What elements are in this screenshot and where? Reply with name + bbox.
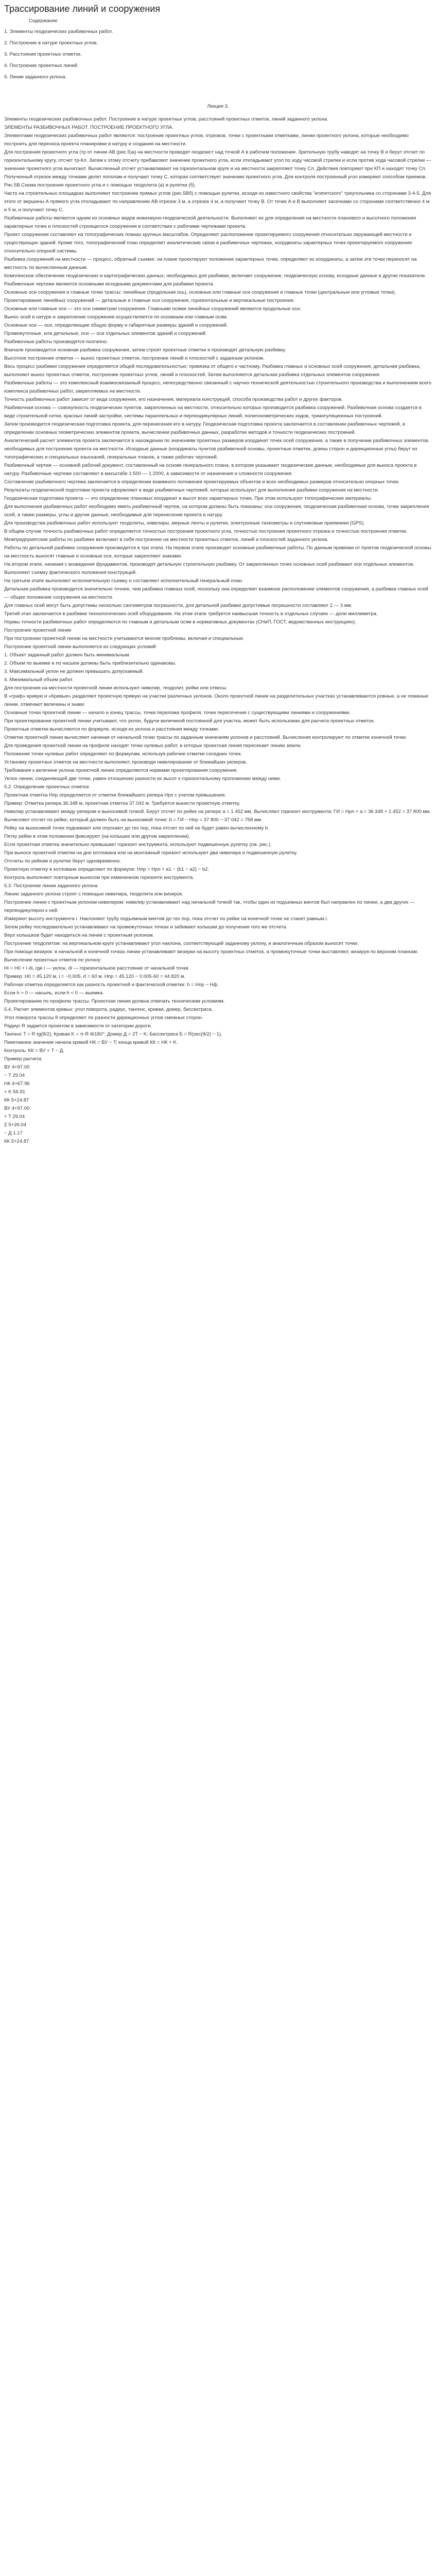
toc-item: 5. Линии заданного уклона.: [4, 74, 67, 80]
paragraph: + T 29.04: [4, 1114, 25, 1120]
paragraph: Проектирование линейных сооружений — детальные и главные оси сооружения, горизонтальные и вертикальные построения.: [4, 298, 295, 303]
paragraph: Разбивочные работы — это комплексный взаимосвязанный процесс, непосредственно связанный с научно-технической деятельностью строительного производства и выполнением всего комплекса разбивочных работ, закрепляемых на местности.: [4, 380, 431, 394]
paragraph: 4. Минимальный объем работ.: [4, 677, 74, 683]
paragraph: Для производства разбивочных работ используют теодолиты, нивелиры, мерные ленты и рулетки, электронные тахеометры и спутниковые приемники (GPS).: [4, 520, 365, 526]
paragraph: Если проектная отметка значительно превышает горизонт инструмента, используют подвешенную рулетку (см. рис.).: [4, 842, 272, 848]
paragraph: Отсчеты по рейкам и рулетке берут одновременно.: [4, 858, 121, 864]
paragraph: КК 5+24.87: [4, 1097, 29, 1103]
paragraph: Для построения на местности проектной линии используют нивелир, теодолит, рейки или отвесы.: [4, 685, 228, 691]
paragraph: Межпредприятские работы по разбивке включают в себя построение на местности проектных отметок, линий и плоскостей заданного уклона.: [4, 537, 328, 543]
paragraph: На третьем этапе выполняют исполнительную съемку и составляют исполнительный генеральный план.: [4, 578, 243, 584]
table-of-contents: [4, 26, 432, 83]
paragraph: Если h > 0 — насыпь, если h < 0 — выемка.: [4, 990, 104, 996]
paragraph: Построение теодолитом: на вертикальном круге устанавливают угол наклона, соответствующий заданному уклону, и аналогичным образом выносят точки.: [4, 941, 359, 946]
paragraph: Основные оси сооружения и главные точки трассы: линейные (продольная ось), основные или главные оси сооружения и главные точки (центральные или угловые точки).: [4, 290, 396, 295]
paragraph: Рис.5В.Схема построения проектного угла и с помощью теодолита (а) и рулетки (б).: [4, 182, 196, 188]
paragraph: Пример: H0 = 45.120 м, i = −0.005, d = 60 м. Hпр = 45.120 − 0.005·60 = 44.820 м.: [4, 974, 186, 979]
paragraph: Разбивка сооружений на местности — процесс, обратный съемке: на плане проектируют положение характерных точек, определяют их координаты, а затем эти точки переносят на местность по вычисленным данным.: [4, 257, 417, 270]
paragraph: 5.2. Определение проектных отметок: [4, 784, 89, 790]
paragraph: На втором этапе, начиная с возведения фундаментов, производят детальную строительную разбивку. От закрепленных точек основных осей разбивают оси отдельных элементов. Выполняют съемку фактического положения конструкций.: [4, 562, 414, 575]
paragraph: Третий этап заключается в разбивке технологических осей оборудования. На этом этапе требуется наивысшая точность в отдельных случаях — доли миллиметра.: [4, 611, 378, 617]
paragraph: НК 4+67.96: [4, 1081, 30, 1087]
toc-title: Содержание: [29, 18, 58, 24]
paragraph: 1. Объект заданный работ должен быть минимальным.: [4, 652, 131, 658]
paragraph: Затем рейку последовательно устанавливают на промежуточных точках и забивают колышки до получения того же отсчета.: [4, 924, 288, 930]
paragraph: Вычисляют отсчет по рейке, который должен быть на выносимой точке: b = ГИ − Hпр = 37 800 − 37 042 = 758 мм.: [4, 817, 263, 823]
paragraph: Рейку на выносимой точке поднимают или опускают до тех пор, пока отсчет по ней не будет равен вычисленному b.: [4, 825, 269, 831]
paragraph: 2. Объем по выемке и по насыпи должны быть приблизительно одинаковы.: [4, 660, 177, 666]
paragraph: Радиус R задается проектом в зависимости от категории дороги.: [4, 1023, 152, 1029]
paragraph: Аналитический расчет элементов проекта заключается в нахождении по значениям проектных размеров координат точек осей сооружения, а также в получении разбивочных элементов, необходимых для построения проекта на местности. Исходные данные (координаты пунктов разбивочной основы, проектные отметки, длины сторон и дирекционные углы) берут из топографических и специальных изысканий, генеральных планов, а также рабочих чертежей.: [4, 438, 430, 460]
paragraph: Для проведения проектной линии на профиле находят точки нулевых работ, в которых проектная линия пересекает линию земли.: [4, 743, 302, 749]
toc-item: 2. Построение в натуре проектных углов.: [4, 40, 98, 46]
paragraph: Пятку рейки в этом положении фиксируют (на колышке или другом закреплении).: [4, 834, 190, 839]
paragraph: Разбивочные работы являются одним из основных видов инженерно-геодезической деятельности. Выполняют их для определения на местности планового и высотного положения характерных точек и плоскостей строящегося сооружения в соответствии с рабочими чертежами проекта.: [4, 215, 416, 229]
paragraph: Вычисление проектных отметок по уклону:: [4, 957, 102, 963]
paragraph: Разбивочный чертеж — основной рабочий документ, составленный на основе генерального плана, в котором указывают геодезические данные, необходимые для выноса проекта в натуру. Разбивочные чертежи составляют в масштабе 1:500 — 1:2000, в зависимости от назначения и сложности сооружения.: [4, 463, 417, 477]
paragraph: КК 5+24.87: [4, 1139, 29, 1144]
toc-item: 3. Расстояния проектных отметок.: [4, 52, 82, 57]
paragraph: Основные или главные оси — это оси симметрии сооружения. Главными осями линейных сооружений являются продольные оси.: [4, 306, 301, 312]
paragraph: 3. Максимальный уклон не должен превышать допускаемый.: [4, 669, 144, 674]
paragraph: Построение линии с проектным уклоном нивелиром: нивелир устанавливают над начальной точкой так, чтобы один из подъемных винтов был направлен по линии, а два других — перпендикулярно к ней.: [4, 900, 415, 913]
paragraph: Проектная отметка Hпр определяется от отметки ближайшего репера Нрп с учетом превышения.: [4, 792, 226, 798]
paragraph: Вначале производится основная разбивка сооружения, затем строят проектные отметки и производят детальную разбивку.: [4, 347, 286, 353]
paragraph: Элементами геодезических разбивочных работ являются: построение проектных углов, отрезков, точки с проектными отметками, линии проектного уклона, которые необходимо построить для переноса проекта планировки в натуру и создания на местности.: [4, 133, 409, 147]
paragraph: В «граф» кривую и «Кривые» разделяют проектную прямую на участки различных уклонов. Около проектной линии на разделительных участках устанавливаются ровные, а не ломаные линии, отмечают величины и знаки.: [4, 693, 429, 707]
paragraph: Измеряют высоту инструмента i. Наклоняют трубу подъемным винтом до тех пор, пока отсчет по рейке на конечной точке не станет равным i.: [4, 916, 328, 922]
paragraph: 5.4. Расчет элементов кривых: угол поворота, радиус, тангенс, кривая, домер, биссектриса.: [4, 1007, 213, 1012]
paragraph: + K 56.91: [4, 1089, 25, 1095]
paragraph: Часто на строительных площадках выполняют построение прямых углов (рис.5Bб) с помощью рулетки, исходя из известного свойства "египетского" треугольника со сторонами 3-4-5. Для этого от вершины А прямого угла откладывают по направлению АВ отрезок 3 м, а отрезок 4 м, а получают точку В. От точек А и В выполняют засечками со сторонами соответственно 4 м и 5 м, и получают точку С.: [4, 191, 431, 213]
paragraph: Элементы геодезических разбивочных работ. Построение в натуре проектных углов, расстояний проектных отметок, линий заданного уклона.: [4, 116, 328, 122]
paragraph: Для построения проектного угла (тр от линии АВ (рис.5)а) на местности проводят геодезист над точкой А в рабочем положении. Зрительную трубу наводят на точку В и берут отсчет по горизонтальному кругу, отсчет тр-Кл. Затем к этому отсчету прибавляют значение проектного угла, если откладывают угол по ходу часовой стрелки и если против хода часовой стрелки — значение проектного угла вычитают. Вычисленный отсчет устанавливают на горизонтальном круге и на местности закрепляют точку Сл. Действия повторяют при КП и находят точку Сп. Полученный отрезок между точками делят пополам и получают точку С, которая соответствует значению проектного угла. Для контроля построенный угол измеряют способом приемов.: [4, 149, 431, 180]
paragraph: Высотное построение отметок — вынос проектных отметок, построение линий и плоскостей с заданным уклоном.: [4, 355, 265, 361]
paragraph: Геодезическая подготовка проекта — это определение плановых координат и высот всех характерных точек. При этом используют топографические материалы.: [4, 496, 372, 501]
paragraph: Результаты геодезической подготовки проекта оформляют в виде разбивочных чертежей, которые используют для выполнения разбивки сооружения на местности.: [4, 487, 379, 493]
paragraph: Положение точек нулевых работ определяют по формулам, используя рабочие отметки соседних точек.: [4, 751, 242, 757]
paragraph: Разбивочная основа — совокупность геодезических пунктов, закрепленных на местности, относительно которых производится разбивка сооружений. Разбивочная основа создается в виде строительной сетки, красных линий застройки, системы параллельных и перпендикулярных линий, полигонометрических ходов, триангуляционных построений.: [4, 405, 422, 419]
paragraph: Затем производится геодезическая подготовка проекта, для перенесения его в натуру. Геодезическая подготовка проекта заключается в составлении разбивочных чертежей, в определении основных геометрических элементов проекта, вычислении разбивочных данных, разработке методов и точности геодезических построений.: [4, 421, 405, 435]
paragraph: Σ 5+26.04: [4, 1122, 27, 1128]
paragraph: Проект сооружения составляют на топографических планах крупных масштабов. Определяют расположение проектируемого сооружения относительно окружающей местности и существующих зданий. Кроме того, топографический план определяет аналитические связи в разбивочных чертежах, координаты характерных точек проектируемого сооружения относительно опорной системы.: [4, 232, 412, 254]
paragraph: Проектирование по профилю трассы. Проектная линия должна отвечать техническим условиям.: [4, 998, 225, 1004]
paragraph: Составление разбивочного чертежа заключается в определении взаимного положения проектируемых объектов и всех необходимых размеров относительно опорных точек.: [4, 479, 400, 485]
paragraph: Угол поворота трассы θ определяют по разности дирекционных углов смежных сторон.: [4, 1015, 203, 1021]
paragraph: − Д 1.17: [4, 1130, 23, 1136]
paragraph: ЭЛЕМЕНТЫ РАЗБИВОЧНЫХ РАБОТ. ПОСТРОЕНИЕ ПРОЕКТНОГО УГЛА.: [4, 125, 173, 130]
paragraph: Проектные отметки вычисляются по формуле, исходя из уклона и расстояния между точками.: [4, 726, 219, 732]
paragraph: Рабочая отметка определяется как разность проектной и фактической отметки: h = Нпр − Нф.: [4, 982, 219, 988]
paragraph: Для главных осей могут быть допустимы несколько сантиметров погрешности, для детальной разбивки допустимые погрешности составляют 2 — 3 мм.: [4, 603, 353, 608]
paragraph: Пример: Отметка репера 36.348 м, проектная отметка 37.042 м. Требуется вынести проектную отметку.: [4, 801, 240, 806]
paragraph: Нивелир устанавливают между репером и выносимой точкой. Берут отсчет по рейке на репере а = 1 452 мм. Вычисляют горизонт инструмента: ГИ = Нрп + а = 36 348 + 1 452 = 37 800 мм.: [4, 809, 431, 815]
document-body: [4, 115, 432, 1146]
paragraph: При проектировании проектной линии учитывают, что уклон, будучи величиной постоянной для участка, может быть использован для расчета проектных отметок.: [4, 718, 375, 724]
paragraph: Проектную отметку в котловане определяют по формуле: Нпр = Нрп + a1 − (b1 − a2) − b2.: [4, 867, 210, 872]
paragraph: Работы по детальной разбивке сооружения производятся в три этапа. На первом этапе производят основные разбивочные работы. По данным привязки от пунктов геодезической основы на местность выносят главные и основные оси, которые закрепляют знаками.: [4, 545, 431, 559]
paragraph: Построение проектной линии: [4, 628, 72, 633]
paragraph: Нi = Н0 + i·di, где i — уклон, di — горизонтальное расстояние от начальной точки.: [4, 965, 190, 971]
paragraph: Основные точки проектной линии — начало и конец трассы, точки перелома профиля, точки пересечения с существующими линиями и сооружениями.: [4, 710, 351, 716]
paragraph: Тангенс T = R·tg(θ/2); Кривая K = π·R·θ/180°; Домер Д = 2T − K; Биссектриса Б = R(sec(θ/2) − 1).: [4, 1031, 222, 1037]
paragraph: Весь процесс разбивки сооружения определяется общей последовательностью: привязка от общего к частному. Разбивка главных и основных осей сооружения, детальная разбивка, выполняют вынос проектных отметок, построение проектных углов, линий и плоскостей. Затем выполняется детальная разбивка отдельных элементов сооружения.: [4, 364, 421, 378]
paragraph: Контроль: КК = ВУ + T − Д.: [4, 1048, 64, 1054]
paragraph: − T 29.04: [4, 1073, 25, 1078]
paragraph: Нормы точности разбивочных работ определяются по главным и детальным осям в нормативных документах (СНиП, ГОСТ, ведомственных инструкциях).: [4, 619, 356, 625]
paragraph: Построение проектной линии выполняется из следующих условий:: [4, 644, 157, 650]
paragraph: Пикетажное значение начала кривой НК = ВУ − T; конца кривой КК = НК + K.: [4, 1040, 178, 1045]
paragraph: Требования к величине уклона проектной линии определяются нормами проектирования сооружения.: [4, 768, 238, 773]
paragraph: Пример расчета:: [4, 1056, 43, 1062]
toc-item: 1. Элементы геодезических разбивочных работ.: [4, 29, 113, 35]
paragraph: Разбивочные работы производятся поэтапно.: [4, 339, 108, 345]
paragraph: Промежуточные, или детальные, оси — оси отдельных элементов зданий и сооружений.: [4, 331, 207, 336]
paragraph: Уклон линии, соединяющей две точки, равен отношению разности их высот к горизонтальному проложению между ними.: [4, 776, 281, 782]
paragraph: Детальная разбивка производится значительно точнее, чем разбивка главных осей, поскольку она определяет взаимное расположение элементов сооружения, а разбивка главных осей — общее положение сооружения на местности.: [4, 586, 428, 600]
paragraph: Точность разбивочных работ зависит от вида сооружения, его назначения, материала конструкций, способа производства работ и других факторов.: [4, 397, 343, 402]
paragraph: 5.3. Построение линии заданного уклона: [4, 883, 98, 889]
paragraph: Вынос осей в натуре и закрепление сооружения осуществляется по основным или главным осям.: [4, 314, 228, 320]
paragraph: ВУ 4+97.00: [4, 1064, 30, 1070]
toc-item: 4. Построение проектных линий.: [4, 63, 79, 69]
paragraph: Отметки проектной линии вычисляют начиная от начальной точки трассы по заданным значениям уклонов и расстояний. Вычисления контролируют по отметке конечной точки.: [4, 735, 407, 740]
paragraph: Основные оси — оси, определяющие общую форму и габаритные размеры зданий и сооружений.: [4, 323, 228, 328]
paragraph: Верх колышков будет находиться на линии с проектным уклоном.: [4, 933, 154, 938]
paragraph: При помощи визирок: в начальной и конечной точках линии устанавливают визирки на высоту проектных отметок, а промежуточные точки выставляют, визируя по верхним планкам.: [4, 949, 418, 955]
paragraph: Для выполнения разбивочных работ необходимо иметь разбивочный чертеж, на котором должны быть показаны: оси сооружения, геодезическая разбивочная основа, точки закрепления осей, а также размеры, углы и другие данные, необходимые для перенесения проекта в натуру.: [4, 504, 429, 518]
paragraph: При построении проектной линии на местности учитываются многие проблемы, включая и специальные.: [4, 636, 245, 641]
paragraph: Комплексное обеспечение геодезических и картографических данных, необходимых для разбивки, включает сооружение, геодезическую основу, исходные данные и другие показатели. Разбивочные чертежи являются основными исходными документами для разбивки проекта.: [4, 273, 426, 287]
paragraph: Контроль выполняют повторным выносом при измененном горизонте инструмента.: [4, 875, 194, 880]
paragraph: Установку проектных отметок на местности выполняют, производя нивелирование от ближайших реперов.: [4, 759, 248, 765]
paragraph: ВУ 4+97.00: [4, 1106, 30, 1111]
lecture-title: Лекция 3.: [207, 104, 229, 109]
page-title: Трассирование линий и сооружения: [4, 4, 161, 14]
paragraph: Линию заданного уклона строят с помощью нивелира, теодолита или визирок.: [4, 891, 183, 897]
paragraph: В общем случае точность разбивочных работ определяется точностью построения проектного угла, точностью построения проектного отрезка и точностью построения отметки.: [4, 529, 408, 534]
paragraph: При выносе проектной отметки на дно котлована или на монтажный горизонт используют два нивелира и подвешенную рулетку.: [4, 850, 298, 856]
